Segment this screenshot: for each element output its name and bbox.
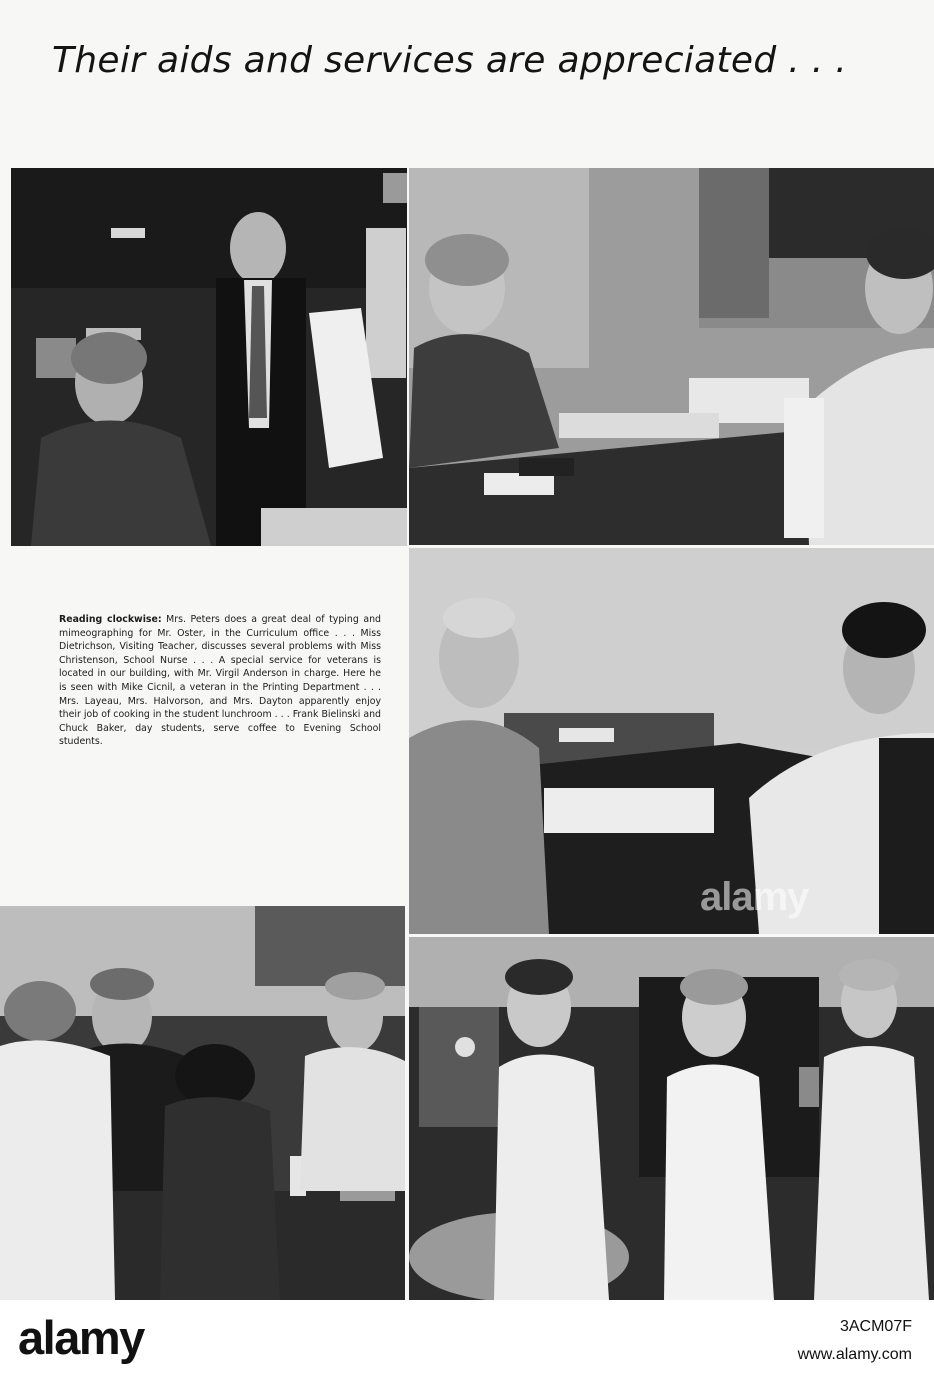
veterans-service-photo [409, 548, 934, 934]
office-typing-photo-art [11, 168, 407, 546]
veterans-service-photo-art [409, 548, 934, 934]
footer-url: www.alamy.com [797, 1346, 912, 1363]
caption-lead: Reading clockwise: [59, 614, 162, 625]
watermark-mid: alamy [700, 875, 809, 919]
footer-image-id: 3ACM07F [839, 1318, 912, 1335]
teacher-nurse-photo [409, 168, 934, 545]
caption-body: Mrs. Peters does a great deal of typing and mimeographing for Mr. Oster, in the Curriculum office . . . Miss Dietrichson, Visiting Teacher, discusses several problems with Miss Christenson, School Nurse . . . A special service for veterans is located in our building, with Mr. Virgil Anderson in charge. Here he is seen with Mike Cicnil, a veteran in the Printing Department . . . Mrs. Layeau, Mrs. Halvorson, and Mrs. Dayton apparently enjoy their job of cooking in the student lunchroom . . . Frank Bielinski and Chuck Baker, day students, serve coffee to Evening School students. [59, 614, 381, 748]
lunchroom-cooks-photo-art [409, 937, 934, 1300]
teacher-nurse-photo-art [409, 168, 934, 545]
office-typing-photo [11, 168, 407, 546]
lunchroom-cooks-photo [409, 937, 934, 1300]
footer-logo: alamy [18, 1311, 144, 1364]
photo-caption [59, 613, 381, 749]
coffee-service-photo-art [0, 906, 405, 1300]
page-headline: Their aids and services are appreciated . . . [52, 40, 847, 81]
coffee-service-photo [0, 906, 405, 1300]
